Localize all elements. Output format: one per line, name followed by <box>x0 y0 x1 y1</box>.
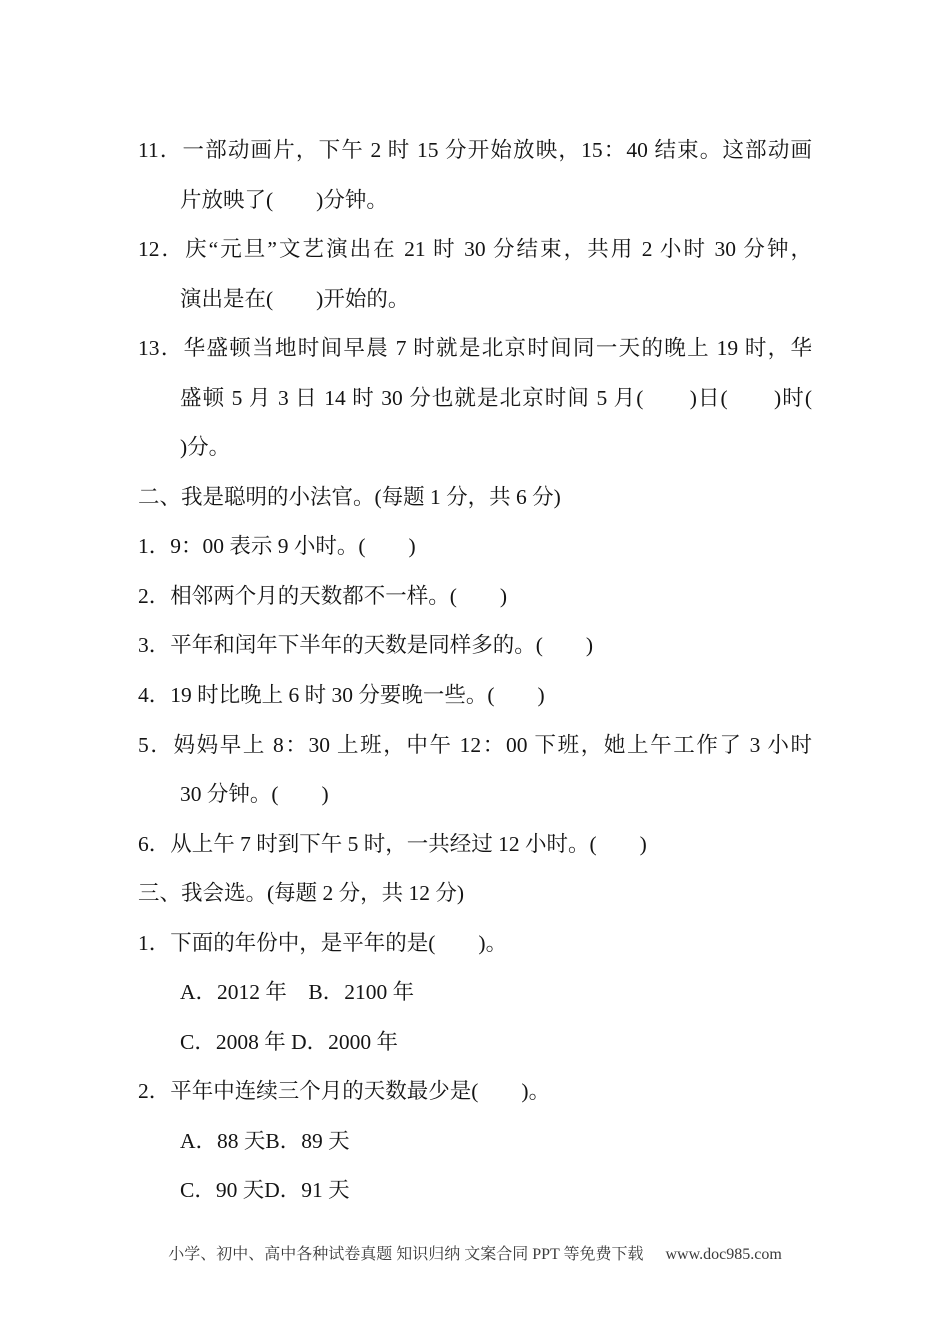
question-13-line-3: )分。 <box>180 435 231 460</box>
question-13-line-2: 盛顿 5 月 3 日 14 时 30 分也就是北京时间 5 月( )日( )时( <box>180 385 812 410</box>
question-11-line-2: 片放映了( )分钟。 <box>180 187 388 212</box>
tf-question-2: 2．相邻两个月的天数都不一样。( ) <box>138 583 508 608</box>
tf-question-5-line-1: 5．妈妈早上 8：30 上班，中午 12：00 下班，她上午工作了 3 小时 <box>138 732 812 757</box>
tf-question-3: 3．平年和闰年下半年的天数是同样多的。( ) <box>138 633 594 658</box>
footer-url: www.doc985.com <box>665 1246 782 1263</box>
test-paper-body <box>138 126 812 1216</box>
question-13-line-1: 13．华盛顿当地时间早晨 7 时就是北京时间同一天的晚上 19 时，华 <box>138 336 812 361</box>
page-footer <box>0 1240 950 1270</box>
section-3-heading: 三、我会选。(每题 2 分，共 12 分) <box>138 881 465 906</box>
footer-note: 小学、初中、高中各种试卷真题 知识归纳 文案合同 PPT 等免费下载 <box>168 1246 644 1263</box>
mc-question-1: 1．下面的年份中，是平年的是( )。 <box>138 930 508 955</box>
mc-question-2-options-ab: A．88 天B．89 天 <box>180 1128 350 1153</box>
section-2-heading: 二、我是聪明的小法官。(每题 1 分，共 6 分) <box>138 484 561 509</box>
mc-question-2-options-cd: C．90 天D．91 天 <box>180 1178 350 1203</box>
mc-question-1-options-ab: A．2012 年 B．2100 年 <box>180 980 415 1005</box>
question-11-line-1: 11．一部动画片，下午 2 时 15 分开始放映，15：40 结束。这部动画 <box>138 138 812 162</box>
question-12-line-2: 演出是在( )开始的。 <box>180 286 410 311</box>
tf-question-1: 1．9：00 表示 9 小时。( ) <box>138 534 416 559</box>
tf-question-5-line-2: 30 分钟。( ) <box>180 782 329 807</box>
tf-question-6: 6．从上午 7 时到下午 5 时，一共经过 12 小时。( ) <box>138 831 647 856</box>
question-12-line-1: 12．庆“元旦”文艺演出在 21 时 30 分结束，共用 2 小时 30 分钟， <box>138 237 812 262</box>
mc-question-2: 2．平年中连续三个月的天数最少是( )。 <box>138 1079 551 1104</box>
mc-question-1-options-cd: C．2008 年 D．2000 年 <box>180 1029 398 1054</box>
tf-question-4: 4．19 时比晚上 6 时 30 分要晚一些。( ) <box>138 683 545 708</box>
